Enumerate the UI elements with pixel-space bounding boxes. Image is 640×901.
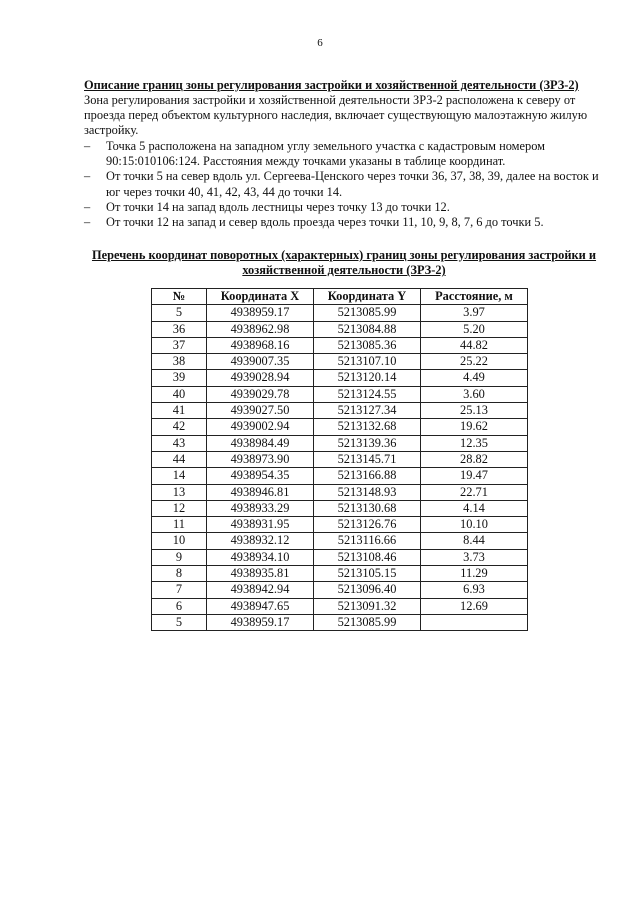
table-row [152,566,528,582]
cell-distance: 19.47 [421,468,528,484]
list-item [84,215,604,230]
cell-distance: 19.62 [421,419,528,435]
table-body [152,305,528,631]
dash-marker: – [84,215,91,230]
cell-point-number: 37 [152,337,207,353]
cell-coordinate-y: 5213148.93 [314,484,421,500]
table-row [152,419,528,435]
cell-distance: 4.49 [421,370,528,386]
cell-coordinate-x: 4938962.98 [207,321,314,337]
dash-marker: – [84,199,91,214]
dash-marker: – [84,139,91,153]
cell-coordinate-y: 5213096.40 [314,582,421,598]
table-row [152,614,528,630]
cell-distance: 25.22 [421,354,528,370]
cell-coordinate-y: 5213116.66 [314,533,421,549]
cell-point-number: 40 [152,386,207,402]
cell-coordinate-y: 5213085.36 [314,337,421,353]
cell-point-number: 43 [152,435,207,451]
cell-distance: 6.93 [421,582,528,598]
page-number: 6 [317,37,323,49]
cell-coordinate-x: 4938942.94 [207,582,314,598]
cell-distance: 4.14 [421,500,528,516]
cell-coordinate-y: 5213124.55 [314,386,421,402]
cell-coordinate-y: 5213085.99 [314,305,421,321]
column-header-x: Координата X [207,289,314,305]
list-item-text: От точки 14 на запад вдоль лестницы через точку 13 до точки 12. [106,199,450,214]
cell-coordinate-y: 5213084.88 [314,321,421,337]
cell-point-number: 9 [152,549,207,565]
cell-coordinate-y: 5213126.76 [314,517,421,533]
list-item [84,169,604,199]
cell-distance: 22.71 [421,484,528,500]
table-row [152,582,528,598]
cell-coordinate-x: 4938946.81 [207,484,314,500]
boundary-description-list [84,139,604,230]
table-row [152,435,528,451]
cell-distance: 12.69 [421,598,528,614]
column-header-y: Координата Y [314,289,421,305]
cell-distance: 10.10 [421,517,528,533]
cell-coordinate-x: 4939007.35 [207,354,314,370]
cell-distance: 3.73 [421,549,528,565]
list-item [84,139,604,169]
list-item-text: От точки 5 на север вдоль ул. Сергеева-Ценского через точки 36, 37, 38, 39, далее на восток и юг через точки 40, 41, 42, 43, 44 до точки 14. [106,169,599,199]
cell-coordinate-x: 4938968.16 [207,337,314,353]
table-row [152,305,528,321]
cell-coordinate-x: 4939002.94 [207,419,314,435]
cell-distance: 12.35 [421,435,528,451]
cell-coordinate-y: 5213130.68 [314,500,421,516]
cell-coordinate-y: 5213120.14 [314,370,421,386]
cell-point-number: 12 [152,500,207,516]
cell-coordinate-x: 4938973.90 [207,451,314,467]
list-item-text: Точка 5 расположена на западном углу земельного участка с кадастровым номером 90:15:010106:124. Расстояния между точками указаны в таблице координат. [106,139,546,169]
table-row [152,370,528,386]
cell-distance [421,614,528,630]
cell-point-number: 38 [152,354,207,370]
cell-coordinate-y: 5213091.32 [314,598,421,614]
cell-distance: 25.13 [421,403,528,419]
table-row [152,337,528,353]
cell-distance: 8.44 [421,533,528,549]
cell-coordinate-x: 4938959.17 [207,614,314,630]
list-item-text: От точки 12 на запад и север вдоль проезда через точки 11, 10, 9, 8, 7, 6 до точки 5. [106,215,544,230]
cell-coordinate-y: 5213145.71 [314,451,421,467]
cell-coordinate-y: 5213139.36 [314,435,421,451]
table-row [152,517,528,533]
column-header-distance: Расстояние, м [421,289,528,305]
cell-point-number: 6 [152,598,207,614]
table-row [152,451,528,467]
cell-point-number: 5 [152,305,207,321]
cell-coordinate-y: 5213107.10 [314,354,421,370]
cell-coordinate-y: 5213132.68 [314,419,421,435]
intro-paragraph: Зона регулирования застройки и хозяйственной деятельности ЗРЗ-2 расположена к северу от проезда перед объектом культурного наследия, включает существующую малоэтажную жилую застройку. [84,93,588,138]
cell-point-number: 10 [152,533,207,549]
cell-coordinate-y: 5213085.99 [314,614,421,630]
cell-coordinate-x: 4938935.81 [207,566,314,582]
table-row [152,386,528,402]
table-header-row [152,289,528,305]
cell-distance: 3.60 [421,386,528,402]
coordinates-table [151,288,528,631]
cell-distance: 11.29 [421,566,528,582]
cell-point-number: 41 [152,403,207,419]
cell-point-number: 5 [152,614,207,630]
cell-distance: 3.97 [421,305,528,321]
cell-point-number: 14 [152,468,207,484]
cell-distance: 44.82 [421,337,528,353]
cell-point-number: 11 [152,517,207,533]
cell-point-number: 7 [152,582,207,598]
cell-coordinate-x: 4938954.35 [207,468,314,484]
cell-coordinate-x: 4938947.65 [207,598,314,614]
table-row [152,354,528,370]
table-row [152,533,528,549]
cell-coordinate-x: 4938932.12 [207,533,314,549]
cell-coordinate-x: 4938933.29 [207,500,314,516]
dash-marker: – [84,169,91,184]
list-item [84,200,604,215]
column-header-number: № [152,289,207,305]
cell-point-number: 13 [152,484,207,500]
cell-coordinate-x: 4939027.50 [207,403,314,419]
cell-coordinate-y: 5213127.34 [314,403,421,419]
cell-point-number: 42 [152,419,207,435]
cell-coordinate-y: 5213166.88 [314,468,421,484]
cell-coordinate-x: 4939028.94 [207,370,314,386]
cell-distance: 28.82 [421,451,528,467]
cell-coordinate-y: 5213105.15 [314,566,421,582]
cell-coordinate-x: 4938934.10 [207,549,314,565]
cell-coordinate-x: 4938984.49 [207,435,314,451]
section-title: Описание границ зоны регулирования застройки и хозяйственной деятельности (ЗРЗ-2) [84,78,579,92]
cell-coordinate-x: 4939029.78 [207,386,314,402]
table-row [152,500,528,516]
cell-coordinate-x: 4938931.95 [207,517,314,533]
cell-point-number: 36 [152,321,207,337]
cell-coordinate-y: 5213108.46 [314,549,421,565]
table-row [152,468,528,484]
cell-distance: 5.20 [421,321,528,337]
cell-coordinate-x: 4938959.17 [207,305,314,321]
cell-point-number: 44 [152,451,207,467]
table-title: Перечень координат поворотных (характерных) границ зоны регулирования застройки и хозяйственной деятельности (ЗРЗ-2) [91,248,597,278]
table-row [152,484,528,500]
table-row [152,403,528,419]
table-row [152,321,528,337]
cell-point-number: 8 [152,566,207,582]
table-row [152,598,528,614]
cell-point-number: 39 [152,370,207,386]
table-row [152,549,528,565]
